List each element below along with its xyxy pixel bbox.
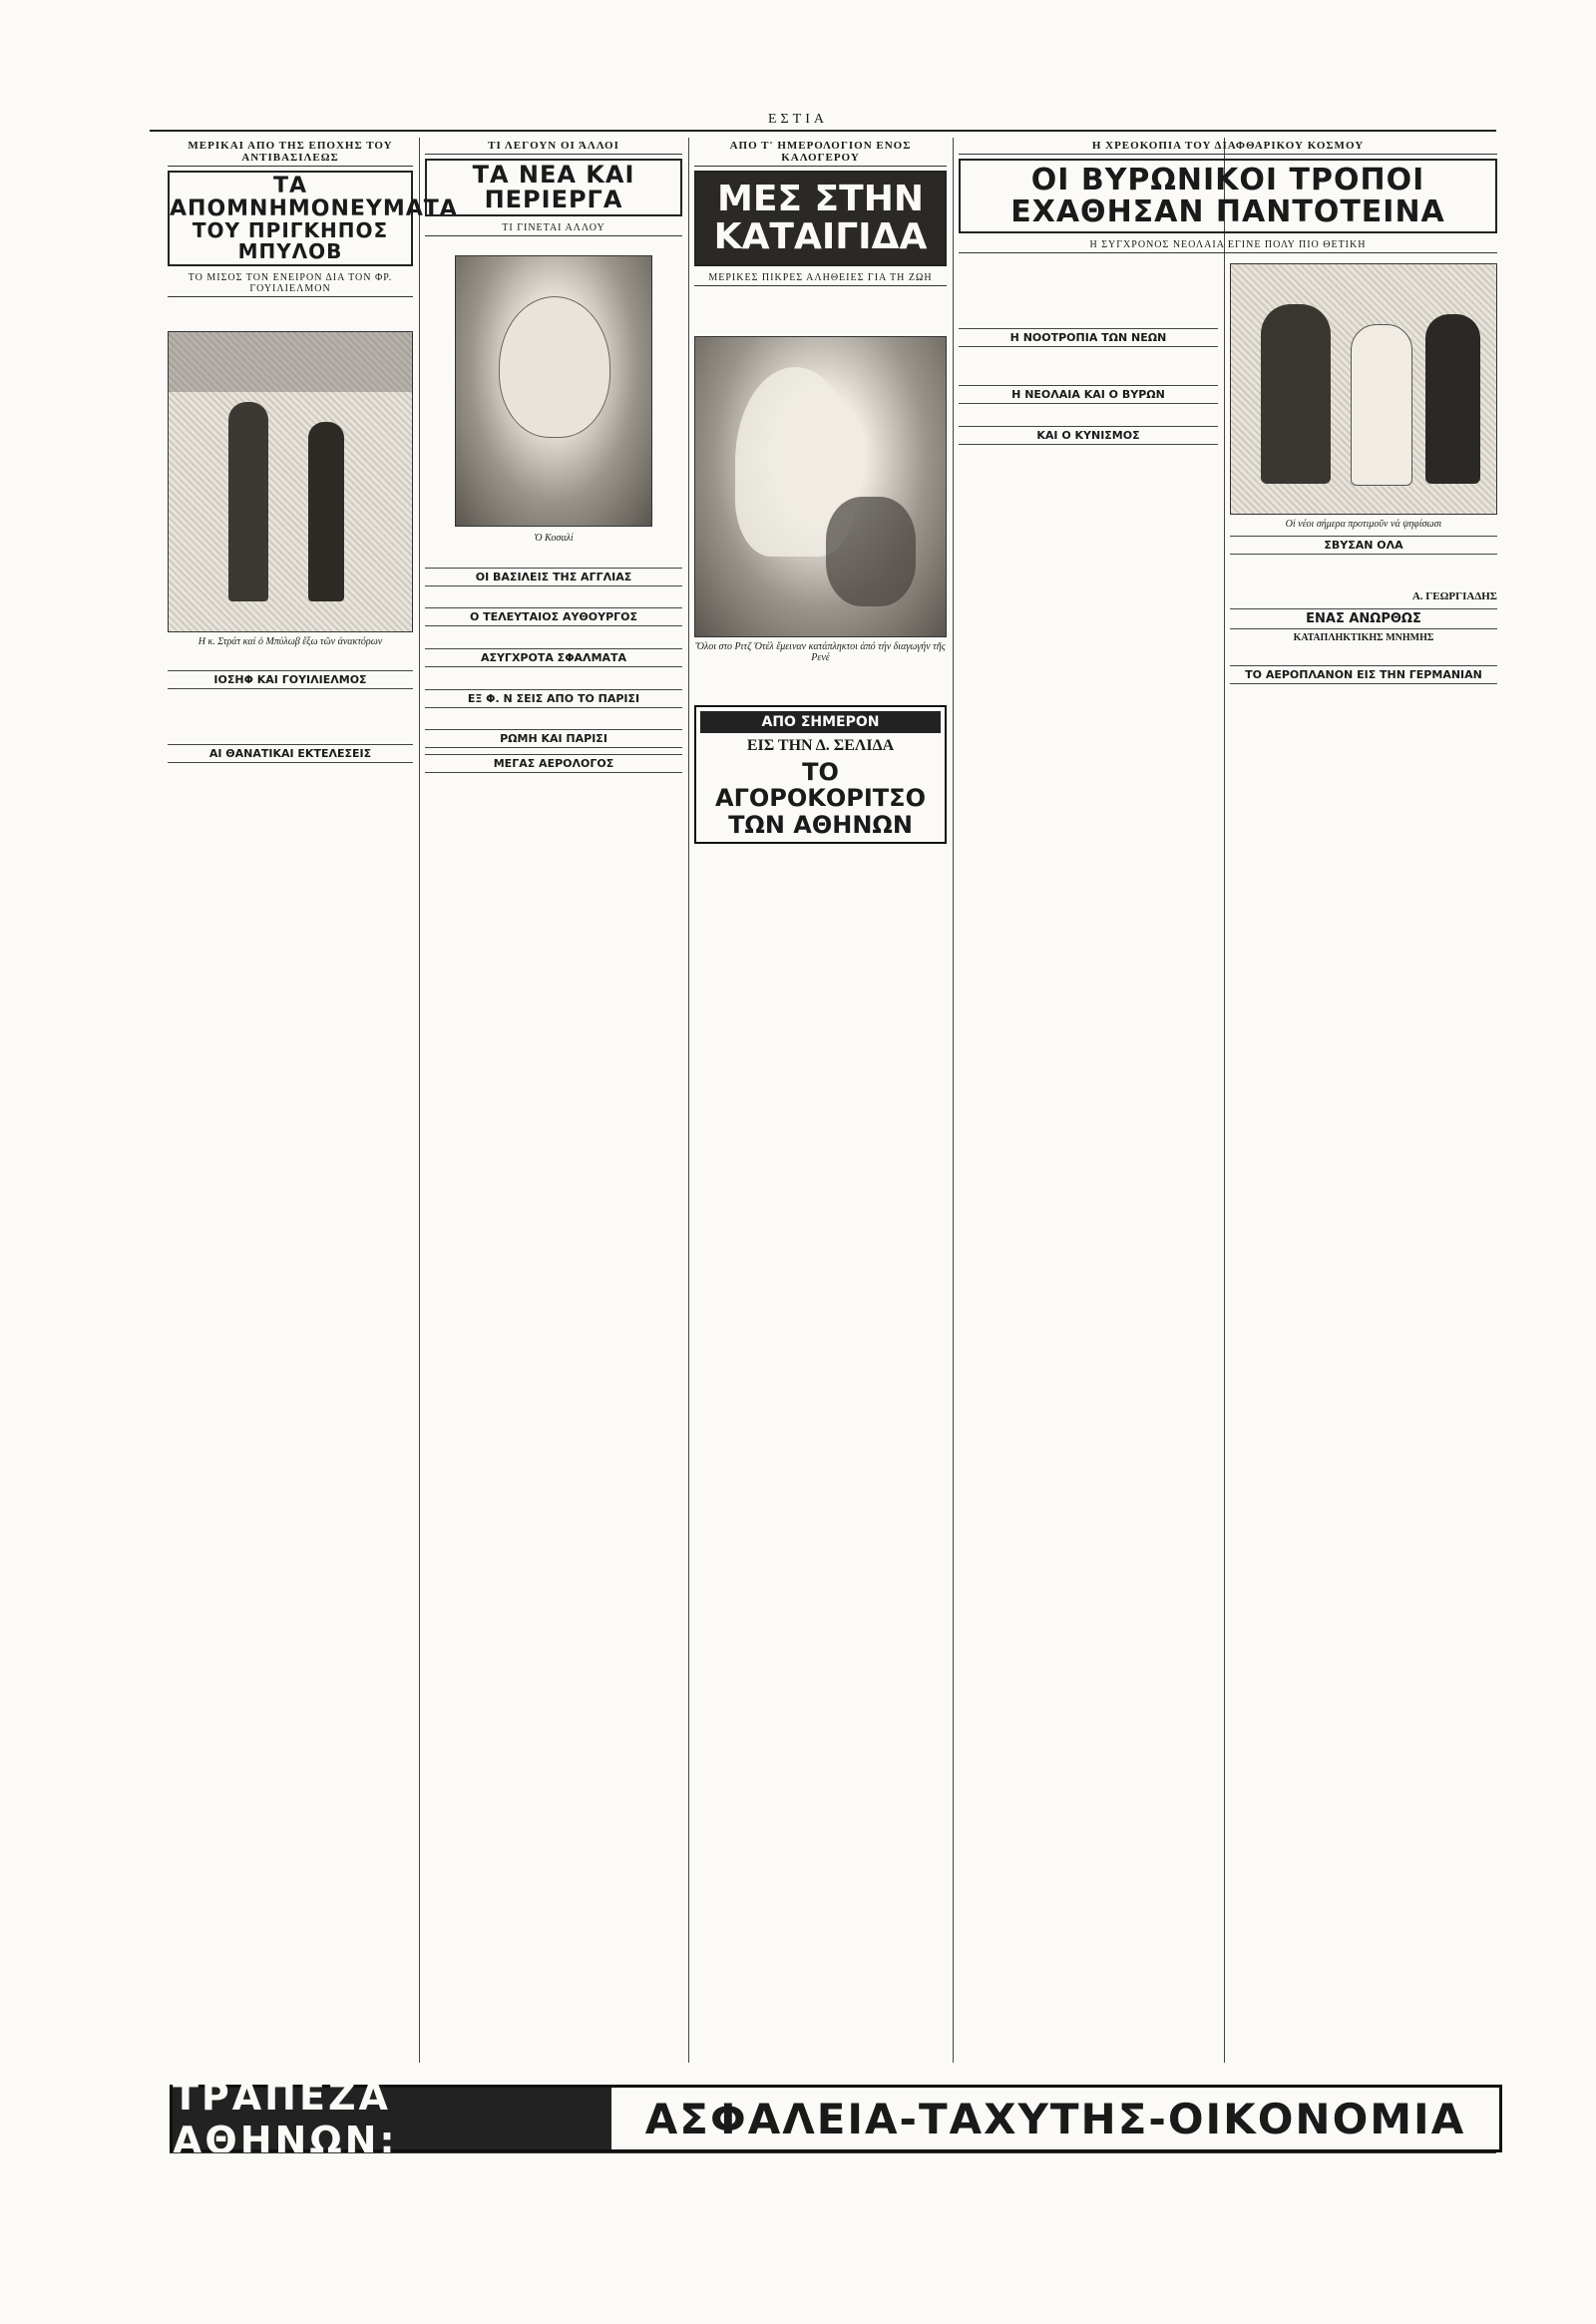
figure-silhouette [1425, 314, 1480, 484]
column-news [425, 138, 682, 2065]
article-text [168, 652, 413, 665]
memoirs-kicker: ΜΕΡΙΚΑΙ ΑΠΟ ΤΗΣ ΕΠΟΧΗΣ ΤΟΥ ΑΝΤΙΒΑΣΙΛΕΩΣ [168, 138, 413, 167]
serial-ad-title-line2: ΤΩΝ ΑΘΗΝΩΝ [728, 810, 913, 839]
article-text [168, 783, 413, 796]
serial-ad-box [694, 705, 947, 844]
article-text [959, 292, 1218, 305]
section-heading: Η ΝΟΟΤΡΟΠΙΑ ΤΩΝ ΝΕΩΝ [959, 328, 1218, 347]
figure-silhouette [1261, 304, 1331, 484]
serial-ad-title [700, 759, 941, 838]
article-text [959, 259, 1218, 272]
flowers-shape [826, 497, 916, 606]
bank-advertisement [170, 2075, 1502, 2162]
article-text [1230, 575, 1497, 587]
bottom-rule [170, 2152, 1496, 2153]
article-text [168, 692, 413, 705]
figure-silhouette [308, 422, 344, 601]
memoirs-headline-line2: ΤΟΥ ΠΡΙΓΚΗΠΟΣ ΜΠΥΛΟΒ [192, 218, 389, 264]
article-text [694, 302, 947, 315]
section-heading: ΣΒΥΣΑΝ ΟΛΑ [1230, 536, 1497, 555]
news-headline-line2: ΠΕΡΙΕΡΓΑ [484, 186, 623, 214]
bank-name: ΤΡΑΠΕΖΑ ΑΘΗΝΩΝ: [173, 2088, 611, 2149]
serial-ad-title-line1: ΤΟ ΑΓΟΡΟΚΟΡΙΤΣΟ [715, 757, 926, 813]
storm-headline: ΜΕΣ ΣΤΗΝ ΚΑΤΑΙΓΙΔΑ [694, 171, 947, 266]
news-subtitle: ΤΙ ΓΙΝΕΤΑΙ ΑΛΛΟΥ [425, 220, 682, 236]
section-heading: ΙΟΣΗΦ ΚΑΙ ΓΟΥΙΛΙΕΛΜΟΣ [168, 670, 413, 689]
newspaper-masthead: ΕΣΤΙΑ [767, 112, 829, 127]
memoirs-photo-caption: Η κ. Στράτ καί ὁ Μπύλωβ ἔξω τῶν ἀνακτόρων [198, 635, 383, 647]
article-signature: Α. ΓΕΩΡΓΙΑΔΗΣ [1411, 590, 1497, 603]
memoirs-subtitle: ΤΟ ΜΙΣΟΣ ΤΟΝ ΕΝΕΙΡΟΝ ΔΙΑ ΤΟΝ ΦΡ. ΓΟΥΙΛΙΕΛΜΟΝ [168, 270, 413, 297]
serial-ad-top: ΑΠΟ ΣΗΜΕΡΟΝ [700, 711, 941, 733]
news-headline-line1: ΤΑ ΝΕΑ ΚΑΙ [472, 161, 635, 189]
article-text [168, 725, 413, 738]
article-text [959, 407, 1218, 420]
article-text [425, 549, 682, 562]
article-text [694, 668, 947, 681]
section-heading: ΕΞ Φ. Ν ΣΕΙΣ ΑΠΟ ΤΟ ΠΑΡΙΣΙ [425, 689, 682, 708]
article-text [168, 709, 413, 722]
article-text [168, 314, 413, 327]
article-text [425, 236, 682, 249]
column-rule [688, 138, 689, 2063]
bank-slogan: ΑΣΦΑΛΕΙΑ-ΤΑΧΥΤΗΣ-ΟΙΚΟΝΟΜΙΑ [644, 2094, 1466, 2143]
column-storm [694, 138, 947, 2065]
column-youth [959, 259, 1218, 2065]
news-kicker: ΤΙ ΛΕΓΟΥΝ ΟΙ ΆΛΛΟΙ [425, 138, 682, 155]
memoirs-headline-line1: ΤΑ ΑΠΟΜΝΗΜΟΝΕΥΜΑΤΑ [170, 174, 458, 222]
article-text [1230, 646, 1497, 659]
byronic-kicker: Η ΧΡΕΟΚΟΠΙΑ ΤΟΥ ΔΙΑΦΘΑΡΙΚΟΥ ΚΟΣΜΟΥ [959, 138, 1497, 155]
figure-silhouette [228, 402, 268, 601]
news-headline [425, 159, 682, 216]
youth-photo [1230, 263, 1497, 515]
article-text [959, 276, 1218, 289]
section-heading: ΜΕΓΑΣ ΑΕΡΟΛΟΓΟΣ [425, 754, 682, 773]
article-text [959, 448, 1218, 461]
fence-shadow [169, 332, 412, 392]
article-text [168, 766, 413, 779]
article-text [694, 286, 947, 299]
section-heading: ΑΙ ΘΑΝΑΤΙΚΑΙ ΕΚΤΕΛΕΣΕΙΣ [168, 744, 413, 763]
article-text [694, 319, 947, 332]
portrait-caption: Ὁ Κοσαλί [534, 533, 574, 545]
section-heading: ΕΝΑΣ ΑΝΩΡΘΩΣ [1230, 608, 1497, 629]
column-rule [419, 138, 420, 2063]
section-heading: ΑΣΥΓΧΡΟΤΑ ΣΦΑΛΜΑΤΑ [425, 648, 682, 667]
article-text [959, 309, 1218, 322]
portrait-photo [455, 255, 652, 527]
article-text [694, 684, 947, 697]
storm-photo-caption: Ὅλοι στο Ριτζ Ὁτέλ ἔμειναν κατάπληκτοι ἀπό τήν διαγωγήν τῆς Ρενέ [695, 640, 946, 663]
storm-subtitle: ΜΕΡΙΚΕΣ ΠΙΚΡΕΣ ΑΛΗΘΕΙΕΣ ΓΙΑ ΤΗ ΖΩΗ [694, 270, 947, 286]
article-text [959, 366, 1218, 379]
figure-silhouette [1351, 324, 1412, 486]
storm-kicker: ΑΠΟ Τ' ΗΜΕΡΟΛΟΓΙΟΝ ΕΝΟΣ ΚΑΛΟΓΕΡΟΥ [694, 138, 947, 167]
column-memoirs [168, 138, 458, 2065]
article-text [1230, 687, 1497, 700]
section-heading: Η ΝΕΟΛΑΙΑ ΚΑΙ Ο ΒΥΡΩΝ [959, 385, 1218, 404]
section-heading: ΡΩΜΗ ΚΑΙ ΠΑΡΙΣΙ [425, 729, 682, 748]
article-text [1230, 558, 1497, 571]
article-text [425, 629, 682, 642]
column-rule [1224, 138, 1225, 2063]
serial-ad-mid: ΕΙΣ ΤΗΝ Δ. ΣΕΛΙΔΑ [746, 736, 895, 754]
byronic-subtitle: Η ΣΥΓΧΡΟΝΟΣ ΝΕΟΛΑΙΑ ΕΓΙΝΕ ΠΟΛΥ ΠΙΟ ΘΕΤΙΚΗ [959, 237, 1497, 253]
youth-photo-caption: Οἱ νέοι σήμερα προτιμοῦν νά ψηφίσωσι [1285, 519, 1442, 530]
storm-photo [694, 336, 947, 637]
article-text [425, 711, 682, 724]
article-text [425, 589, 682, 602]
top-rule [150, 130, 1496, 132]
article-text [959, 350, 1218, 363]
column-right [1230, 259, 1497, 2065]
byronic-headline-line1: ΟΙ ΒΥΡΩΝΙΚΟΙ ΤΡΟΠΟΙ [1030, 163, 1425, 197]
byronic-header [959, 138, 1497, 253]
section-heading: ΚΑΙ Ο ΚΥΝΙΣΜΟΣ [959, 426, 1218, 445]
article-text [168, 297, 413, 310]
section-heading: Ο ΤΕΛΕΥΤΑΙΟΣ ΑΥΘΟΥΡΓΟΣ [425, 607, 682, 626]
article-text [694, 852, 947, 865]
byronic-headline [959, 159, 1497, 233]
memoirs-photo [168, 331, 413, 632]
section-subheading: ΚΑΤΑΠΛΗΚΤΙΚΗΣ ΜΝΗΜΗΣ [1293, 632, 1434, 644]
section-heading: ΟΙ ΒΑΣΙΛΕΙΣ ΤΗΣ ΑΓΓΛΙΑΣ [425, 568, 682, 586]
memoirs-headline [168, 171, 458, 266]
portrait-face [499, 296, 610, 438]
article-text [425, 670, 682, 683]
byronic-headline-line2: ΕΧΑΘΗΣΑΝ ΠΑΝΤΟΤΕΙΝΑ [1010, 194, 1445, 229]
section-heading: ΤΟ ΑΕΡΟΠΛΑΝΟΝ ΕΙΣ ΤΗΝ ΓΕΡΜΑΝΙΑΝ [1230, 665, 1497, 684]
column-rule [953, 138, 954, 2063]
